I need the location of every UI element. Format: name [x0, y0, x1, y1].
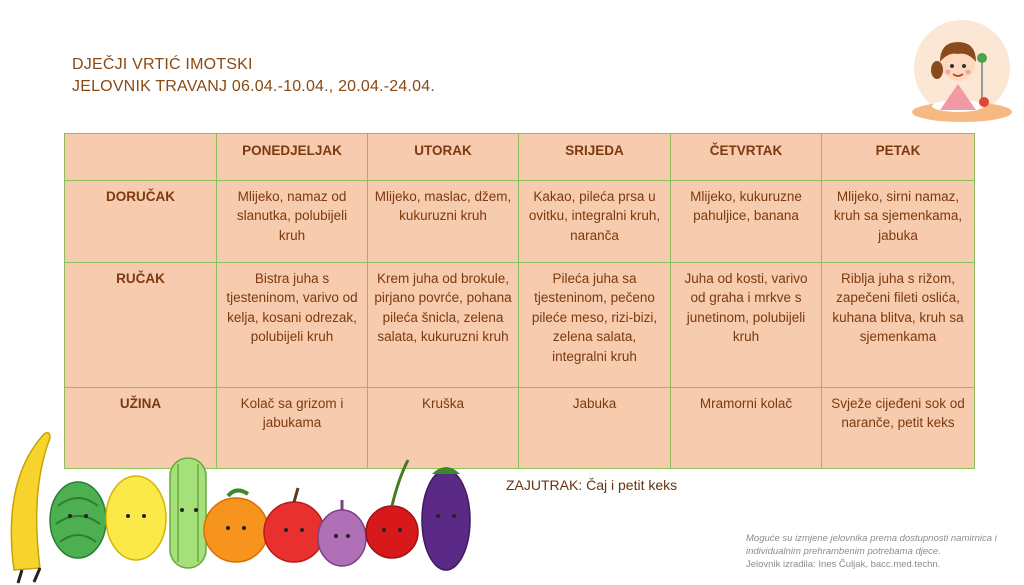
meal-label-lunch: RUČAK	[65, 263, 217, 388]
fruit-characters-illustration	[0, 420, 500, 585]
cherry-character	[366, 460, 418, 558]
menu-cell: Krem juha od brokule, pirjano povrće, pohana pileća šnicla, zelena salata, kukuruzni kruh	[368, 263, 519, 388]
morning-snack-note: ZAJUTRAK: Čaj i petit keks	[506, 477, 678, 493]
menu-period: JELOVNIK TRAVANJ 06.04.-10.04., 20.04.-24.04.	[72, 78, 435, 95]
orange-character	[204, 490, 268, 562]
menu-cell: Jabuka	[519, 388, 671, 469]
day-header-friday: PETAK	[822, 134, 975, 181]
weekly-menu-table	[64, 133, 975, 469]
day-header-thursday: ČETVRTAK	[671, 134, 822, 181]
menu-cell: Mlijeko, sirni namaz, kruh sa sjemenkama, jabuka	[822, 181, 975, 263]
menu-cell: Kruška	[368, 388, 519, 469]
footnote	[746, 532, 1018, 571]
lemon-character	[106, 476, 166, 560]
menu-cell: Bistra juha s tjesteninom, varivo od kelja, kosani odrezak, polubijeli kruh	[217, 263, 368, 388]
onion-character	[318, 500, 366, 566]
girl-eating-illustration	[910, 18, 1014, 128]
menu-cell: Riblja juha s rižom, zapečeni fileti oslića, kuhana blitva, kruh sa sjemenkama	[822, 263, 975, 388]
banana-character	[11, 433, 50, 583]
table-row	[65, 181, 975, 263]
table-row	[65, 263, 975, 388]
menu-cell: Pileća juha sa tjesteninom, pečeno pileće meso, rizi-bizi, zelena salata, integralni kruh	[519, 263, 671, 388]
menu-cell: Kakao, pileća prsa u ovitku, integralni kruh, naranča	[519, 181, 671, 263]
apple-character	[264, 488, 324, 562]
menu-cell: Mlijeko, maslac, džem, kukuruzni kruh	[368, 181, 519, 263]
header-corner-cell	[65, 134, 217, 181]
table-header-row	[65, 134, 975, 181]
menu-cell: Kolač sa grizom i jabukama	[217, 388, 368, 469]
menu-cell: Mlijeko, kukuruzne pahuljice, banana	[671, 181, 822, 263]
day-header-monday: PONEDJELJAK	[217, 134, 368, 181]
artichoke-character	[50, 482, 106, 558]
menu-change-disclaimer: Moguće su izmjene jelovnika prema dostupnosti namirnica i individualnim prehrambenim potrebama djece.	[746, 533, 997, 557]
day-header-tuesday: UTORAK	[368, 134, 519, 181]
page-header	[72, 54, 435, 98]
menu-cell: Mlijeko, namaz od slanutka, polubijeli kruh	[217, 181, 368, 263]
kindergarten-name: DJEČJI VRTIĆ IMOTSKI	[72, 56, 253, 73]
menu-author: Jelovnik izradila: Ines Čuljak, bacc.med.techn.	[746, 559, 941, 570]
menu-cell: Mramorni kolač	[671, 388, 822, 469]
day-header-wednesday: SRIJEDA	[519, 134, 671, 181]
meal-label-snack: UŽINA	[65, 388, 217, 469]
menu-cell: Juha od kosti, varivo od graha i mrkve s junetinom, polubijeli kruh	[671, 263, 822, 388]
zucchini-character	[170, 458, 206, 568]
meal-label-breakfast: DORUČAK	[65, 181, 217, 263]
menu-cell: Svježe cijeđeni sok od naranče, petit keks	[822, 388, 975, 469]
eggplant-character	[422, 467, 470, 570]
